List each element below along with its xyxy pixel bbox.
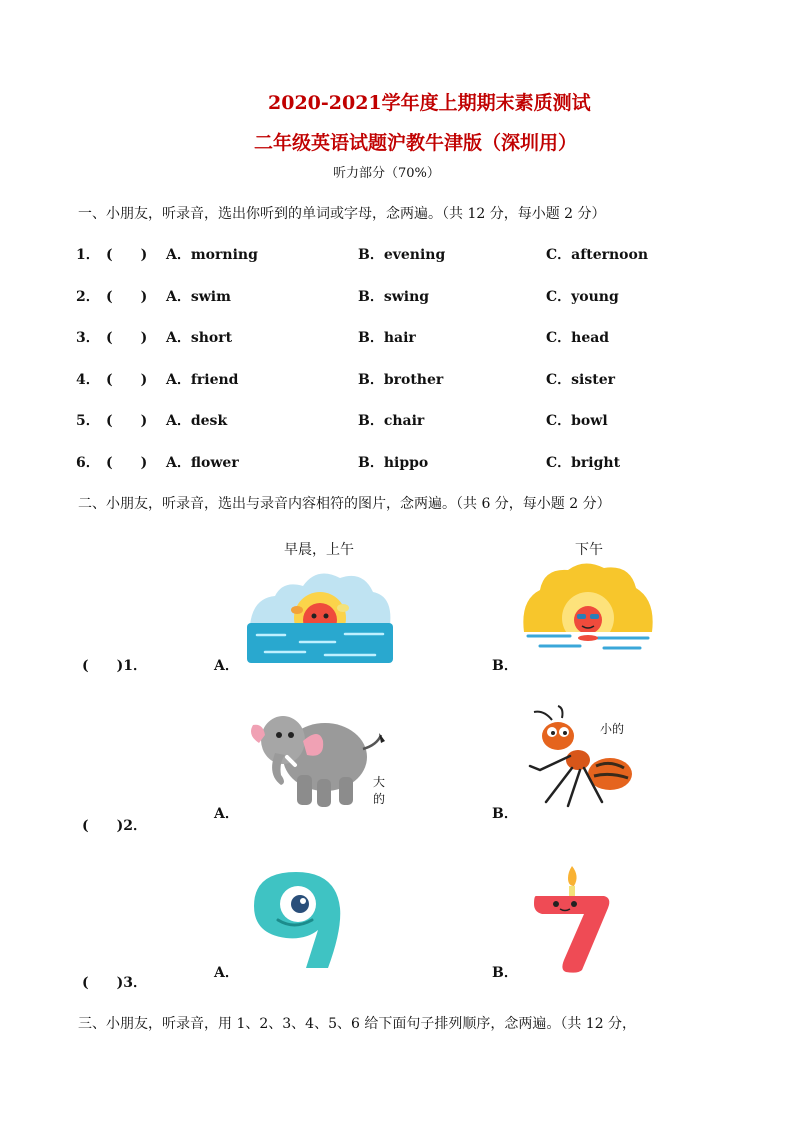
afternoon-sun-picture[interactable] [520,560,656,668]
option-c: C．young [546,289,619,305]
option-b: B．swing [358,289,430,305]
option-a-label: A． [214,658,239,674]
part-label: 听力部分（70%） [333,166,440,181]
morning-sun-picture[interactable] [245,560,395,665]
question-number: 3． [76,330,100,346]
option-b: B．hair [358,330,416,346]
option-c: C．head [546,330,610,346]
option-b-label: B． [492,806,518,822]
question-label: ( )1． [82,658,147,674]
option-c: C．bright [546,455,621,471]
option-b: B．brother [358,372,444,388]
caption-small: 小的 [600,722,625,736]
option-a-label: A． [214,806,239,822]
question-number: 1． [76,247,100,263]
answer-blank[interactable]: ( ) [106,372,148,388]
option-a: A．morning [166,247,258,263]
answer-blank[interactable]: ( ) [106,247,148,263]
question-row [76,452,736,474]
exam-subtitle: 二年级英语试题沪教牛津版（深圳用） [254,132,578,154]
answer-blank[interactable]: ( ) [106,289,148,305]
option-a-label: A． [214,965,239,981]
option-c: C．bowl [546,413,608,429]
option-a: A．short [166,330,233,346]
question-row [76,286,736,308]
question-number: 4． [76,372,100,388]
question-number: 2． [76,289,100,305]
question-row [76,410,736,432]
question-label: ( )3． [82,975,147,991]
option-a: A．flower [166,455,239,471]
section1-heading: 一、小朋友，听录音，选出你听到的单词或字母，念两遍。（共 12 分，每小题 2 分） [78,206,606,222]
question-number: 5． [76,413,100,429]
caption-big-1: 大 [373,775,386,789]
option-b: B．hippo [358,455,429,471]
option-b: B．evening [358,247,446,263]
option-b: B．chair [358,413,425,429]
exam-title: 2020-2021学年度上期期末素质测试 [268,92,591,114]
question-number: 6． [76,455,100,471]
question-row [76,244,736,266]
option-a: A．friend [166,372,239,388]
number-nine-picture[interactable] [248,868,348,970]
question-label: ( )2． [82,818,147,834]
caption-big-2: 的 [373,792,386,806]
option-a: A．swim [166,289,231,305]
option-b-label: B． [492,658,518,674]
number-seven-candle-picture[interactable] [528,864,614,976]
option-a: A．desk [166,413,228,429]
option-c: C．sister [546,372,615,388]
section3-heading: 三、小朋友，听录音，用 1、2、3、4、5、6 给下面句子排列顺序，念两遍。（共 12 分， [78,1016,637,1032]
option-c: C．afternoon [546,247,649,263]
caption-afternoon: 下午 [575,542,603,558]
question-row [76,369,736,391]
question-row [76,327,736,349]
answer-blank[interactable]: ( ) [106,413,148,429]
answer-blank[interactable]: ( ) [106,455,148,471]
caption-morning: 早晨，上午 [284,542,354,558]
section2-heading: 二、小朋友，听录音，选出与录音内容相符的图片，念两遍。（共 6 分，每小题 2 分） [78,496,611,512]
answer-blank[interactable]: ( ) [106,330,148,346]
option-b-label: B． [492,965,518,981]
